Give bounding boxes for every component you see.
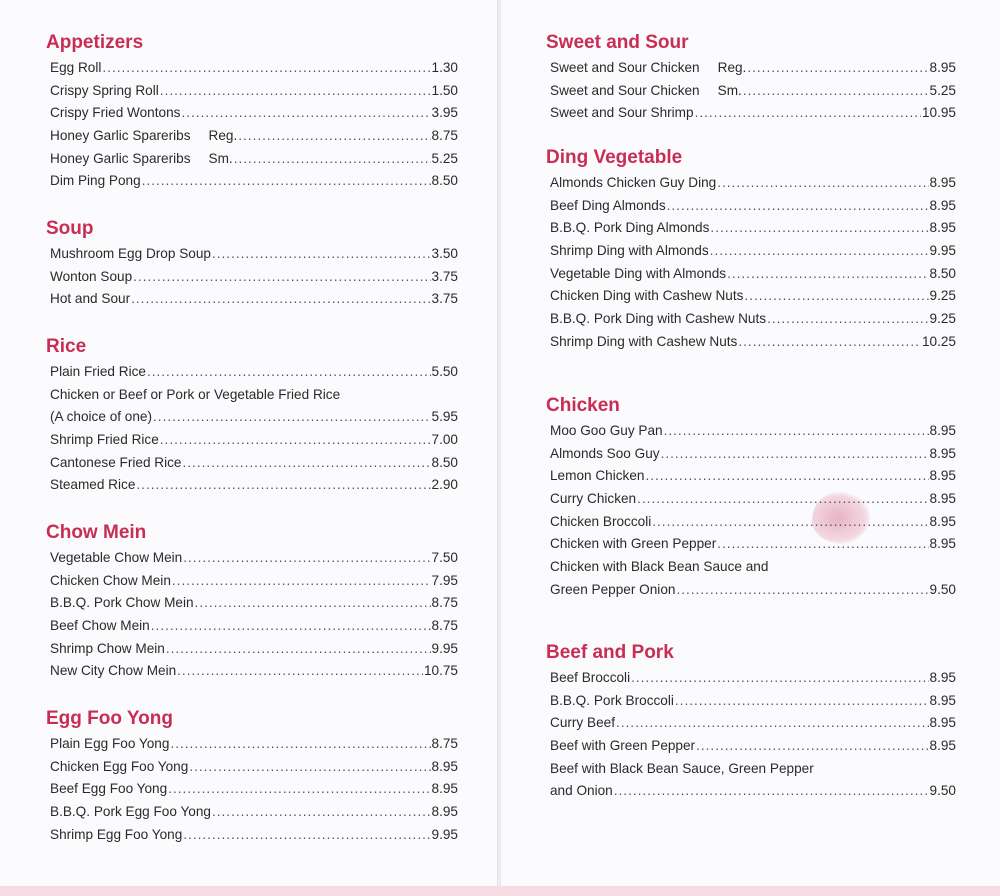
menu-item-name: Curry Beef (550, 715, 615, 731)
dot-leader (667, 195, 929, 218)
dot-leader (182, 452, 430, 475)
section-title: Beef and Pork (546, 642, 674, 663)
item-list (46, 243, 458, 311)
menu-item-price: 8.95 (929, 445, 956, 461)
dot-leader (183, 824, 430, 847)
menu-item (546, 511, 956, 534)
menu-item-price: 10.75 (423, 663, 458, 679)
menu-item-name: Egg Roll (50, 60, 102, 75)
dot-leader (183, 547, 430, 570)
menu-item (546, 308, 956, 331)
menu-item-price: 8.95 (929, 738, 956, 754)
menu-item (46, 148, 458, 171)
menu-item-price: 8.95 (929, 491, 956, 507)
dot-leader (170, 733, 430, 756)
menu-item (546, 331, 956, 354)
menu-item-name: Hot and Sour (50, 291, 131, 307)
menu-item (46, 429, 458, 452)
dot-leader (212, 243, 431, 266)
menu-item-name: Crispy Spring Roll (50, 82, 159, 98)
dot-leader (747, 57, 928, 80)
dot-leader (172, 570, 431, 593)
menu-item (546, 465, 956, 488)
dot-leader (696, 735, 928, 758)
menu-item-name: Lemon Chicken (550, 468, 645, 484)
menu-item-price: 5.50 (431, 364, 458, 379)
menu-item-price: 8.50 (929, 265, 956, 281)
menu-item-name: Chicken with Black Bean Sauce and (550, 559, 769, 575)
menu-item-price: 10.25 (921, 333, 956, 349)
menu-item-name: Sweet and Sour Chicken (550, 60, 700, 75)
menu-item-price: 5.25 (929, 82, 956, 98)
menu-item (546, 556, 956, 579)
menu-item-price: 8.75 (431, 595, 458, 611)
menu-item (46, 80, 458, 103)
menu-item (546, 533, 956, 556)
dot-leader (645, 465, 928, 488)
dot-leader (142, 170, 431, 193)
dot-leader (153, 406, 431, 429)
menu-item-size: Sm. (208, 150, 233, 166)
menu-item-price: 8.95 (929, 670, 956, 685)
menu-item-name: Steamed Rice (50, 477, 136, 493)
menu-item-price: 7.95 (431, 572, 458, 588)
menu-item (546, 80, 956, 103)
menu-item-price: 8.75 (431, 736, 458, 751)
menu-item-name: B.B.Q. Pork Broccoli (550, 692, 674, 708)
menu-item-name: Beef with Green Pepper (550, 738, 696, 754)
menu-item-name: Almonds Soo Guy (550, 445, 660, 461)
menu-item-price: 2.90 (431, 477, 458, 493)
menu-item (46, 384, 458, 407)
section-title: Rice (46, 336, 87, 357)
menu-item-name: Chicken Egg Foo Yong (50, 758, 189, 774)
menu-item-name: B.B.Q. Pork Ding with Cashew Nuts (550, 311, 767, 327)
dot-leader (743, 80, 929, 103)
section-title: Ding Vegetable (546, 147, 683, 168)
menu-item-name: Shrimp Ding with Cashew Nuts (550, 333, 738, 349)
item-list (546, 667, 956, 803)
menu-item-name: Beef Egg Foo Yong (50, 781, 168, 797)
menu-item (46, 547, 458, 570)
menu-item-size: Reg. (717, 60, 747, 75)
menu-item-price: 9.95 (929, 243, 956, 259)
menu-item-name: Moo Goo Guy Pan (550, 423, 663, 438)
menu-item-price: 8.95 (431, 781, 458, 797)
menu-item (546, 102, 956, 125)
menu-item (546, 579, 956, 602)
menu-item (546, 443, 956, 466)
menu-item (46, 615, 458, 638)
menu-item (46, 733, 458, 756)
menu-item (546, 488, 956, 511)
menu-item (46, 102, 458, 125)
menu-item (46, 170, 458, 193)
menu-item-price: 9.95 (431, 826, 458, 842)
menu-item-name: Beef Chow Mein (50, 618, 150, 634)
menu-item-price: 8.95 (929, 536, 956, 552)
dot-leader (189, 756, 430, 779)
menu-item-price: 7.50 (431, 550, 458, 565)
menu-item-name: Beef Ding Almonds (550, 197, 666, 213)
menu-item-name: B.B.Q. Pork Chow Mein (50, 595, 194, 611)
menu-item (46, 406, 458, 429)
menu-item (46, 778, 458, 801)
menu-item-price: 3.75 (431, 291, 458, 307)
menu-item-name: Honey Garlic Spareribs (50, 150, 191, 166)
dot-leader (710, 240, 929, 263)
dot-leader (147, 361, 431, 384)
menu-item (546, 172, 956, 195)
menu-item-price: 9.50 (929, 783, 956, 799)
menu-item (546, 712, 956, 735)
menu-item-price: 8.95 (929, 468, 956, 484)
menu-item-price: 1.30 (431, 60, 458, 75)
item-list (46, 733, 458, 846)
dot-leader (212, 801, 431, 824)
section-appetizers (46, 31, 458, 193)
section-sweet-and-sour (546, 31, 956, 125)
dot-leader (675, 690, 929, 713)
section-soup (46, 217, 458, 311)
menu-item-name: Vegetable Chow Mein (50, 550, 183, 565)
menu-item (46, 592, 458, 615)
menu-item-price: 8.95 (929, 197, 956, 213)
menu-item-price: 5.95 (431, 409, 458, 425)
menu-item-name: Green Pepper Onion (550, 581, 676, 597)
dot-leader (661, 443, 929, 466)
menu-item (546, 758, 956, 781)
menu-item (546, 690, 956, 713)
dot-leader (637, 488, 928, 511)
menu-item (46, 638, 458, 661)
dot-leader (614, 780, 929, 803)
dot-leader (166, 638, 431, 661)
dot-leader (177, 660, 423, 683)
menu-item-price: 3.95 (431, 105, 458, 121)
menu-item (546, 195, 956, 218)
dot-leader (136, 474, 430, 497)
menu-item-name: Cantonese Fried Rice (50, 454, 182, 470)
menu-item (546, 420, 956, 443)
menu-item-price: 8.95 (929, 715, 956, 731)
dot-leader (195, 592, 431, 615)
menu-item-name: Chicken or Beef or Pork or Vegetable Fried Rice (50, 386, 341, 402)
menu-item (46, 474, 458, 497)
menu-item-name: Plain Egg Foo Yong (50, 736, 170, 751)
menu-item-name: Beef Broccoli (550, 670, 631, 685)
dot-leader (717, 533, 928, 556)
dot-leader (160, 80, 431, 103)
item-list (46, 547, 458, 683)
dot-leader (131, 288, 430, 311)
menu-item-price: 8.95 (431, 758, 458, 774)
menu-item (46, 452, 458, 475)
menu-item-price: 8.95 (431, 804, 458, 820)
menu-item-name: Chicken Broccoli (550, 513, 652, 529)
item-list (46, 57, 458, 193)
dot-leader (168, 778, 430, 801)
menu-item-name: Honey Garlic Spareribs (50, 128, 191, 144)
dot-leader (151, 615, 431, 638)
menu-item-price: 8.95 (929, 60, 956, 75)
menu-item-name: Sweet and Sour Chicken (550, 82, 700, 98)
dot-leader (160, 429, 431, 452)
menu-item-name: Dim Ping Pong (50, 173, 141, 189)
menu-item (546, 263, 956, 286)
menu-item-name: Mushroom Egg Drop Soup (50, 246, 211, 261)
menu-item-name: Shrimp Ding with Almonds (550, 243, 709, 259)
dot-leader (652, 511, 928, 534)
menu-item (46, 756, 458, 779)
menu-item-name: Shrimp Egg Foo Yong (50, 826, 183, 842)
menu-item (546, 667, 956, 690)
section-chow-mein (46, 521, 458, 683)
dot-leader (738, 331, 921, 354)
section-title: Chicken (546, 395, 620, 416)
menu-item-name: Plain Fried Rice (50, 364, 146, 379)
dot-leader (767, 308, 928, 331)
menu-item-price: 3.50 (431, 246, 458, 261)
menu-item (46, 125, 458, 148)
item-list (546, 172, 956, 354)
menu-item-price: 8.95 (929, 513, 956, 529)
dot-leader (664, 420, 929, 443)
section-chicken (546, 394, 956, 602)
menu-item-price: 8.75 (431, 128, 458, 144)
menu-item-name: Chicken Chow Mein (50, 572, 171, 588)
menu-item (546, 735, 956, 758)
section-beef-and-pork (546, 641, 956, 803)
menu-item-name: Chicken with Green Pepper (550, 536, 717, 552)
menu-item-name: Almonds Chicken Guy Ding (550, 175, 717, 190)
section-ding-vegetable (546, 146, 956, 354)
menu-item-name: and Onion (550, 783, 613, 799)
menu-item-price: 9.25 (929, 311, 956, 327)
menu-item (46, 266, 458, 289)
dot-leader (238, 125, 430, 148)
menu-item-size: Reg. (208, 128, 238, 144)
section-title: Egg Foo Yong (46, 708, 173, 729)
menu-item (546, 240, 956, 263)
menu-item-price: 7.00 (431, 432, 458, 448)
menu-item-price: 8.95 (929, 692, 956, 708)
menu-item-name: Crispy Fried Wontons (50, 105, 181, 121)
menu-item-name: Shrimp Fried Rice (50, 432, 159, 448)
menu-item (46, 660, 458, 683)
menu-item-name: Sweet and Sour Shrimp (550, 105, 694, 121)
menu-item-price: 8.95 (929, 220, 956, 236)
menu-item-name: Beef with Black Bean Sauce, Green Pepper (550, 760, 814, 776)
menu-item (46, 570, 458, 593)
menu-item-name: Wonton Soup (50, 268, 133, 284)
menu-item-name: (A choice of one) (50, 409, 153, 425)
menu-item-price: 9.95 (431, 640, 458, 656)
dot-leader (676, 579, 928, 602)
section-title: Chow Mein (46, 522, 147, 543)
menu-item (46, 57, 458, 80)
menu-item-price: 8.95 (929, 423, 956, 438)
item-list (46, 361, 458, 497)
menu-item-name: Chicken Ding with Cashew Nuts (550, 288, 744, 304)
menu-item-size: Sm. (717, 82, 742, 98)
menu-item-price: 8.50 (431, 454, 458, 470)
dot-leader (616, 712, 929, 735)
menu-item-price: 9.50 (929, 581, 956, 597)
dot-leader (717, 172, 928, 195)
menu-item-price: 8.95 (929, 175, 956, 190)
menu-item-name: Shrimp Chow Mein (50, 640, 165, 656)
menu-item-price: 3.75 (431, 268, 458, 284)
dot-leader (710, 217, 928, 240)
menu-item-name: Vegetable Ding with Almonds (550, 265, 727, 281)
bottom-edge-strip (0, 886, 1000, 896)
dot-leader (102, 57, 430, 80)
section-title: Sweet and Sour (546, 32, 689, 53)
menu-item-price: 9.25 (929, 288, 956, 304)
menu-item-price: 8.50 (431, 173, 458, 189)
menu-item-price: 10.95 (921, 105, 956, 121)
dot-leader (631, 667, 928, 690)
menu-item (546, 780, 956, 803)
dot-leader (695, 102, 921, 125)
menu-item (546, 57, 956, 80)
section-egg-foo-yong (46, 707, 458, 846)
menu-item (46, 361, 458, 384)
dot-leader (133, 266, 430, 289)
menu-item-name: B.B.Q. Pork Egg Foo Yong (50, 804, 211, 820)
section-rice (46, 335, 458, 497)
menu-item (46, 288, 458, 311)
menu-item (546, 285, 956, 308)
menu-item (46, 801, 458, 824)
dot-leader (234, 148, 431, 171)
item-list (546, 420, 956, 602)
menu-item-price: 1.50 (431, 82, 458, 98)
menu-item-price: 8.75 (431, 618, 458, 634)
dot-leader (181, 102, 430, 125)
menu-item-name: New City Chow Mein (50, 663, 177, 679)
item-list (546, 57, 956, 125)
dot-leader (727, 263, 928, 286)
menu-item-name: B.B.Q. Pork Ding Almonds (550, 220, 710, 236)
menu-item (46, 243, 458, 266)
menu-item-name: Curry Chicken (550, 491, 637, 507)
menu-item (546, 217, 956, 240)
section-title: Soup (46, 218, 94, 239)
menu-item (46, 824, 458, 847)
dot-leader (744, 285, 928, 308)
page-fold (497, 0, 501, 896)
menu-item-price: 5.25 (431, 150, 458, 166)
section-title: Appetizers (46, 32, 144, 53)
